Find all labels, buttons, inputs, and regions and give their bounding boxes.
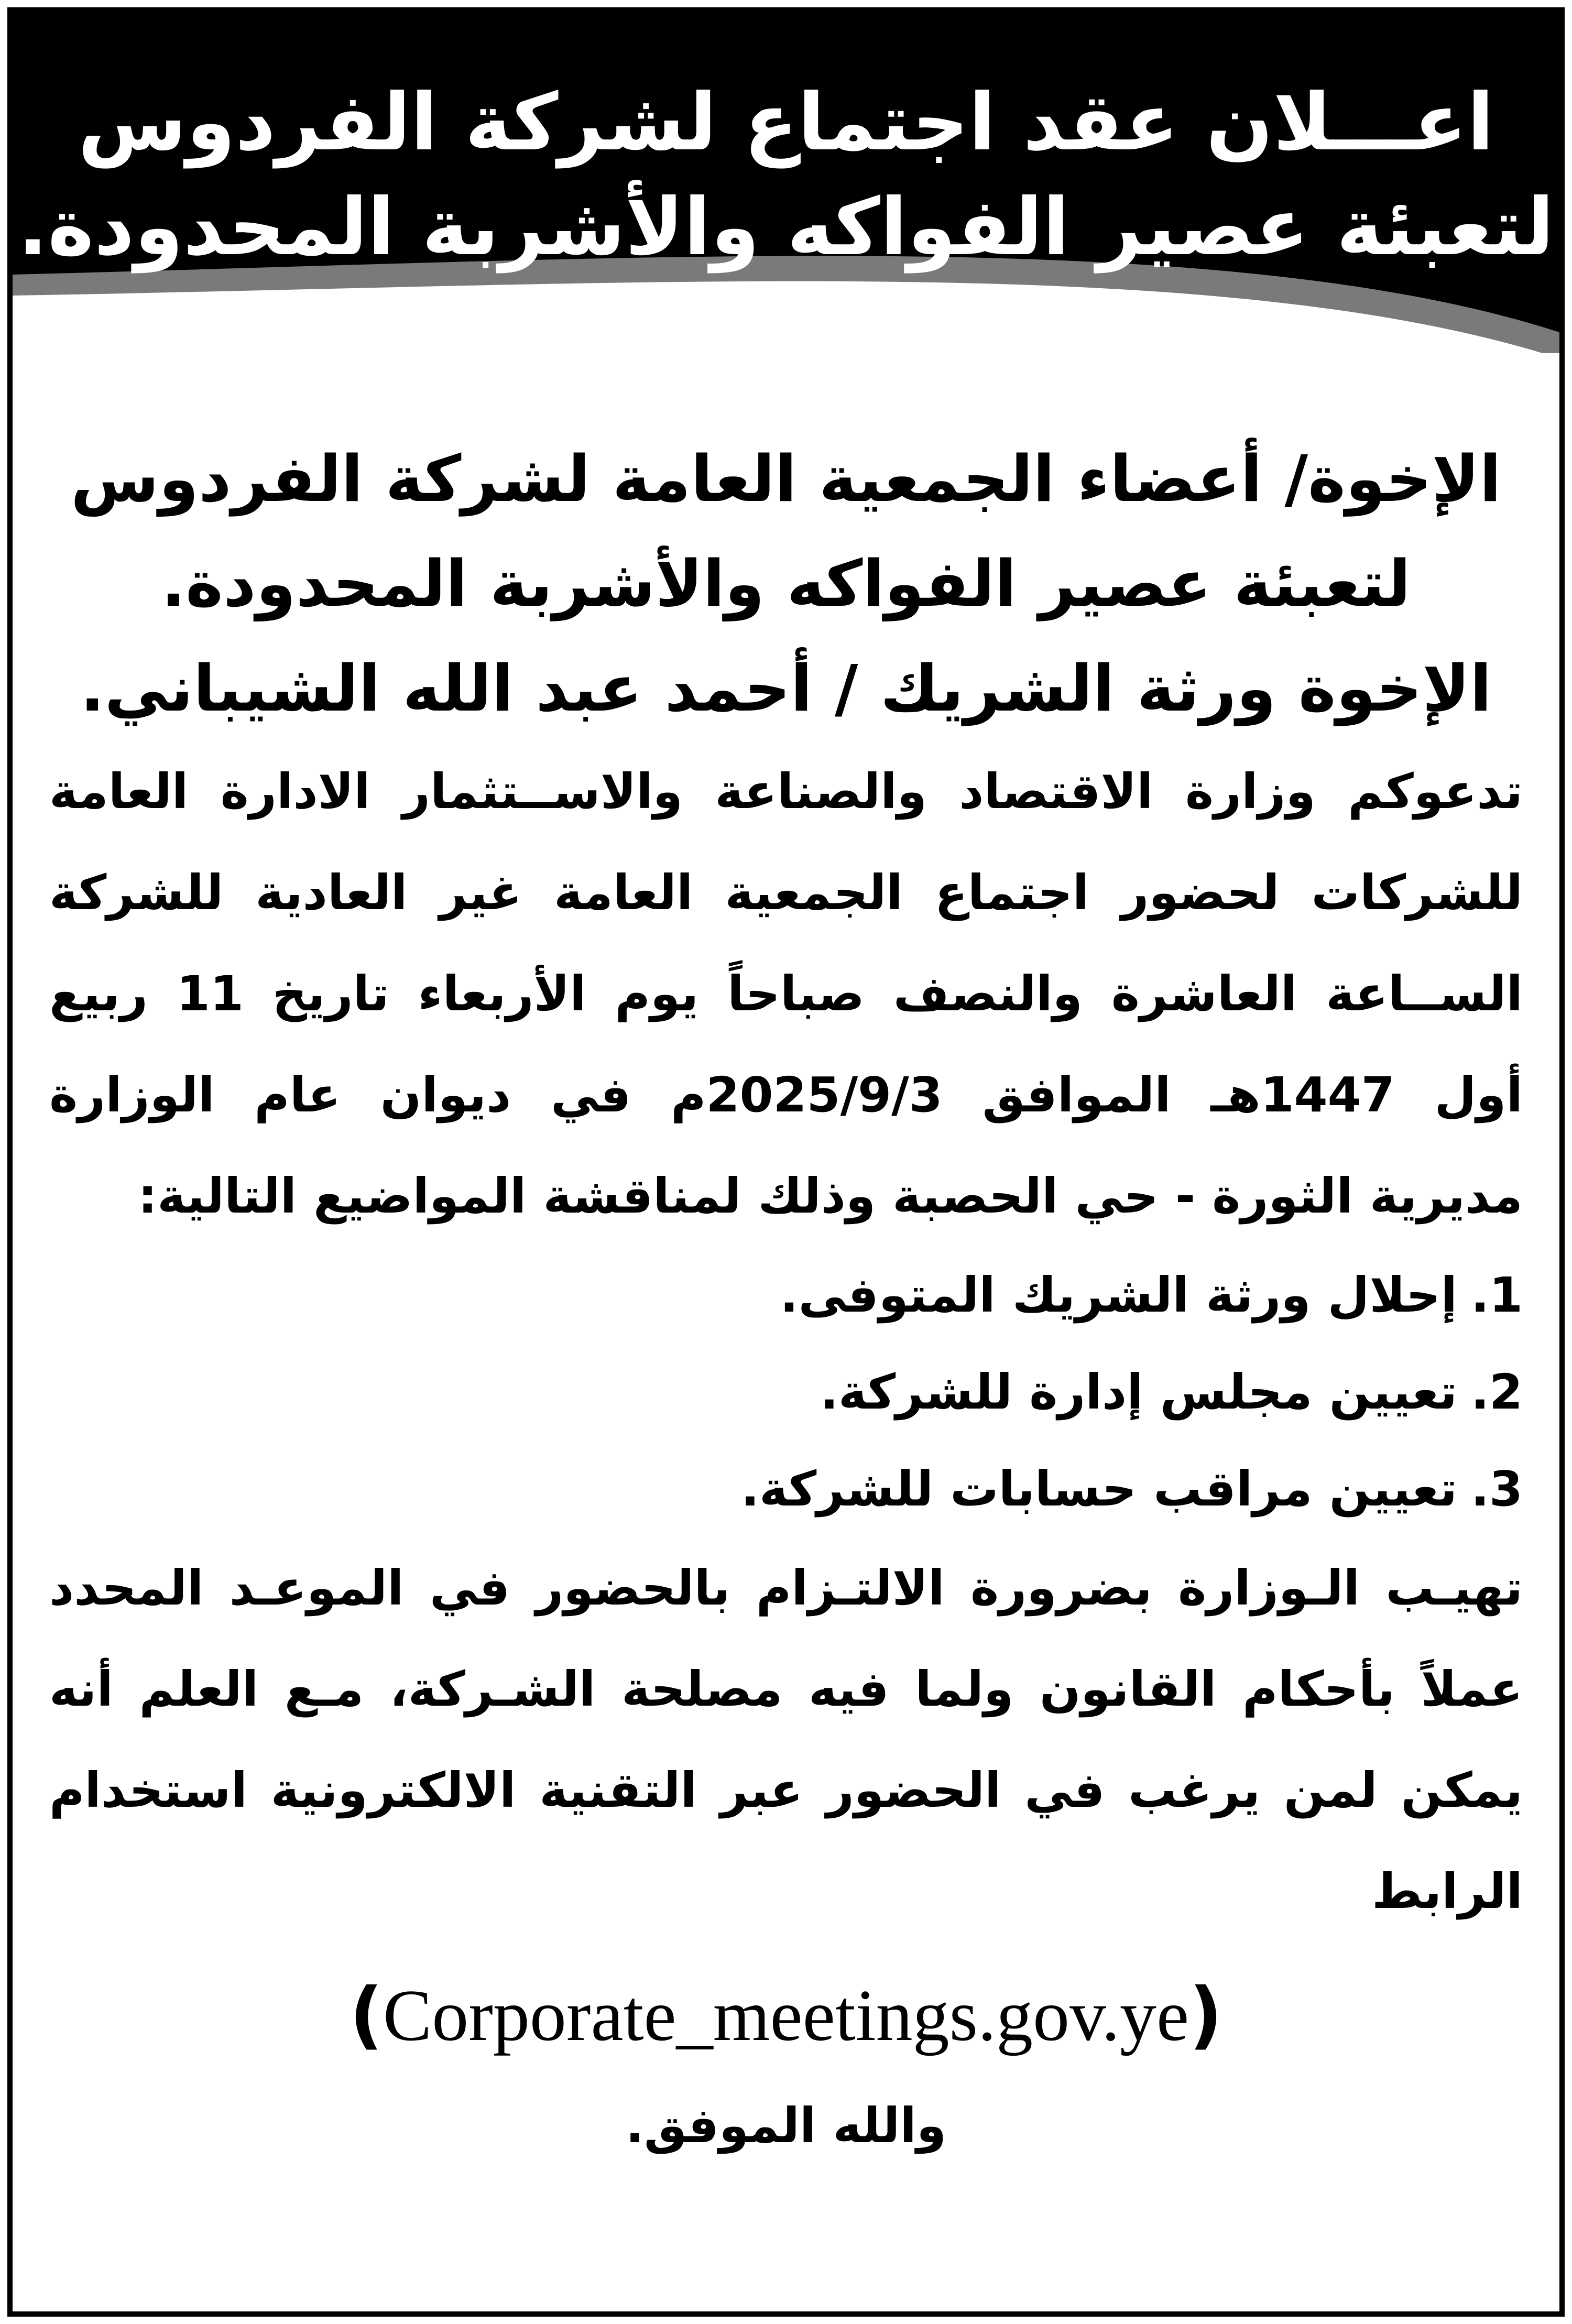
announcement-frame — [7, 7, 1565, 2317]
announcement-body — [49, 427, 1523, 2173]
addressee-line-1: الإخوة/ أعضاء الجمعية العامة لشركة الفردوس — [70, 442, 1502, 516]
agenda-item-text: تعيين مجلس إدارة للشركة. — [820, 1364, 1458, 1420]
addressee-line-2: لتعبئة عصير الفواكه والأشربة المحدودة. — [161, 547, 1411, 621]
title-line-1: اعـــلان عقد اجتماع لشركة الفردوس — [78, 77, 1494, 168]
agenda-item-number: 2. — [1471, 1364, 1523, 1420]
invitation-paragraph: تدعوكم وزارة الاقتصاد والصناعة والاســتثمار الادارة العامة للشركات لحضور اجتماع الجمعية العامة غير العادية للشركة الســاعة العاشرة والنصف صباحاً يوم الأربعاء تاريخ 11 ربيع أول 1447هـ الموافق 2025/9/3م في ديوان عام الوزارة مديرية الثورة - حي الحصبة وذلك لمناقشة المواضيع التالية: — [49, 763, 1523, 1224]
meeting-link[interactable] — [49, 1958, 1523, 2074]
agenda-item — [49, 1247, 1523, 1344]
header-band — [13, 13, 1559, 353]
link-text[interactable]: Corporate_meetings.gov.ye — [383, 1975, 1189, 2056]
agenda-item — [49, 1344, 1523, 1441]
announcement-title — [13, 70, 1559, 280]
title-line-2: لتعبئة عصير الفواكه والأشربة المحدودة. — [18, 182, 1554, 273]
link-close-bracket: ) — [1189, 1972, 1223, 2058]
addressee-block — [49, 427, 1523, 741]
agenda-item — [49, 1441, 1523, 1537]
addressee-line-3: الإخوة ورثة الشريك / أحمد عبد الله الشيباني. — [80, 651, 1492, 726]
closing-line: والله الموفق. — [625, 2098, 947, 2154]
notice-paragraph: تهيـب الـوزارة بضرورة الالتـزام بالحضور في الموعـد المحدد عملاً بأحكام القانون ولما فيه مصلحة الشـركة، مـع العلم أنه يمكن لمن يرغب في الحضور عبر التقنية الالكترونية استخدام الرابط — [49, 1560, 1523, 1919]
agenda-item-text: إحلال ورثة الشريك المتوفى. — [780, 1267, 1458, 1323]
agenda-item-text: تعيين مراقب حسابات للشركة. — [741, 1461, 1458, 1517]
agenda-item-number: 3. — [1471, 1461, 1523, 1517]
agenda-item-number: 1. — [1471, 1267, 1523, 1323]
link-open-bracket: ( — [349, 1972, 383, 2058]
agenda-list — [49, 1247, 1523, 1537]
